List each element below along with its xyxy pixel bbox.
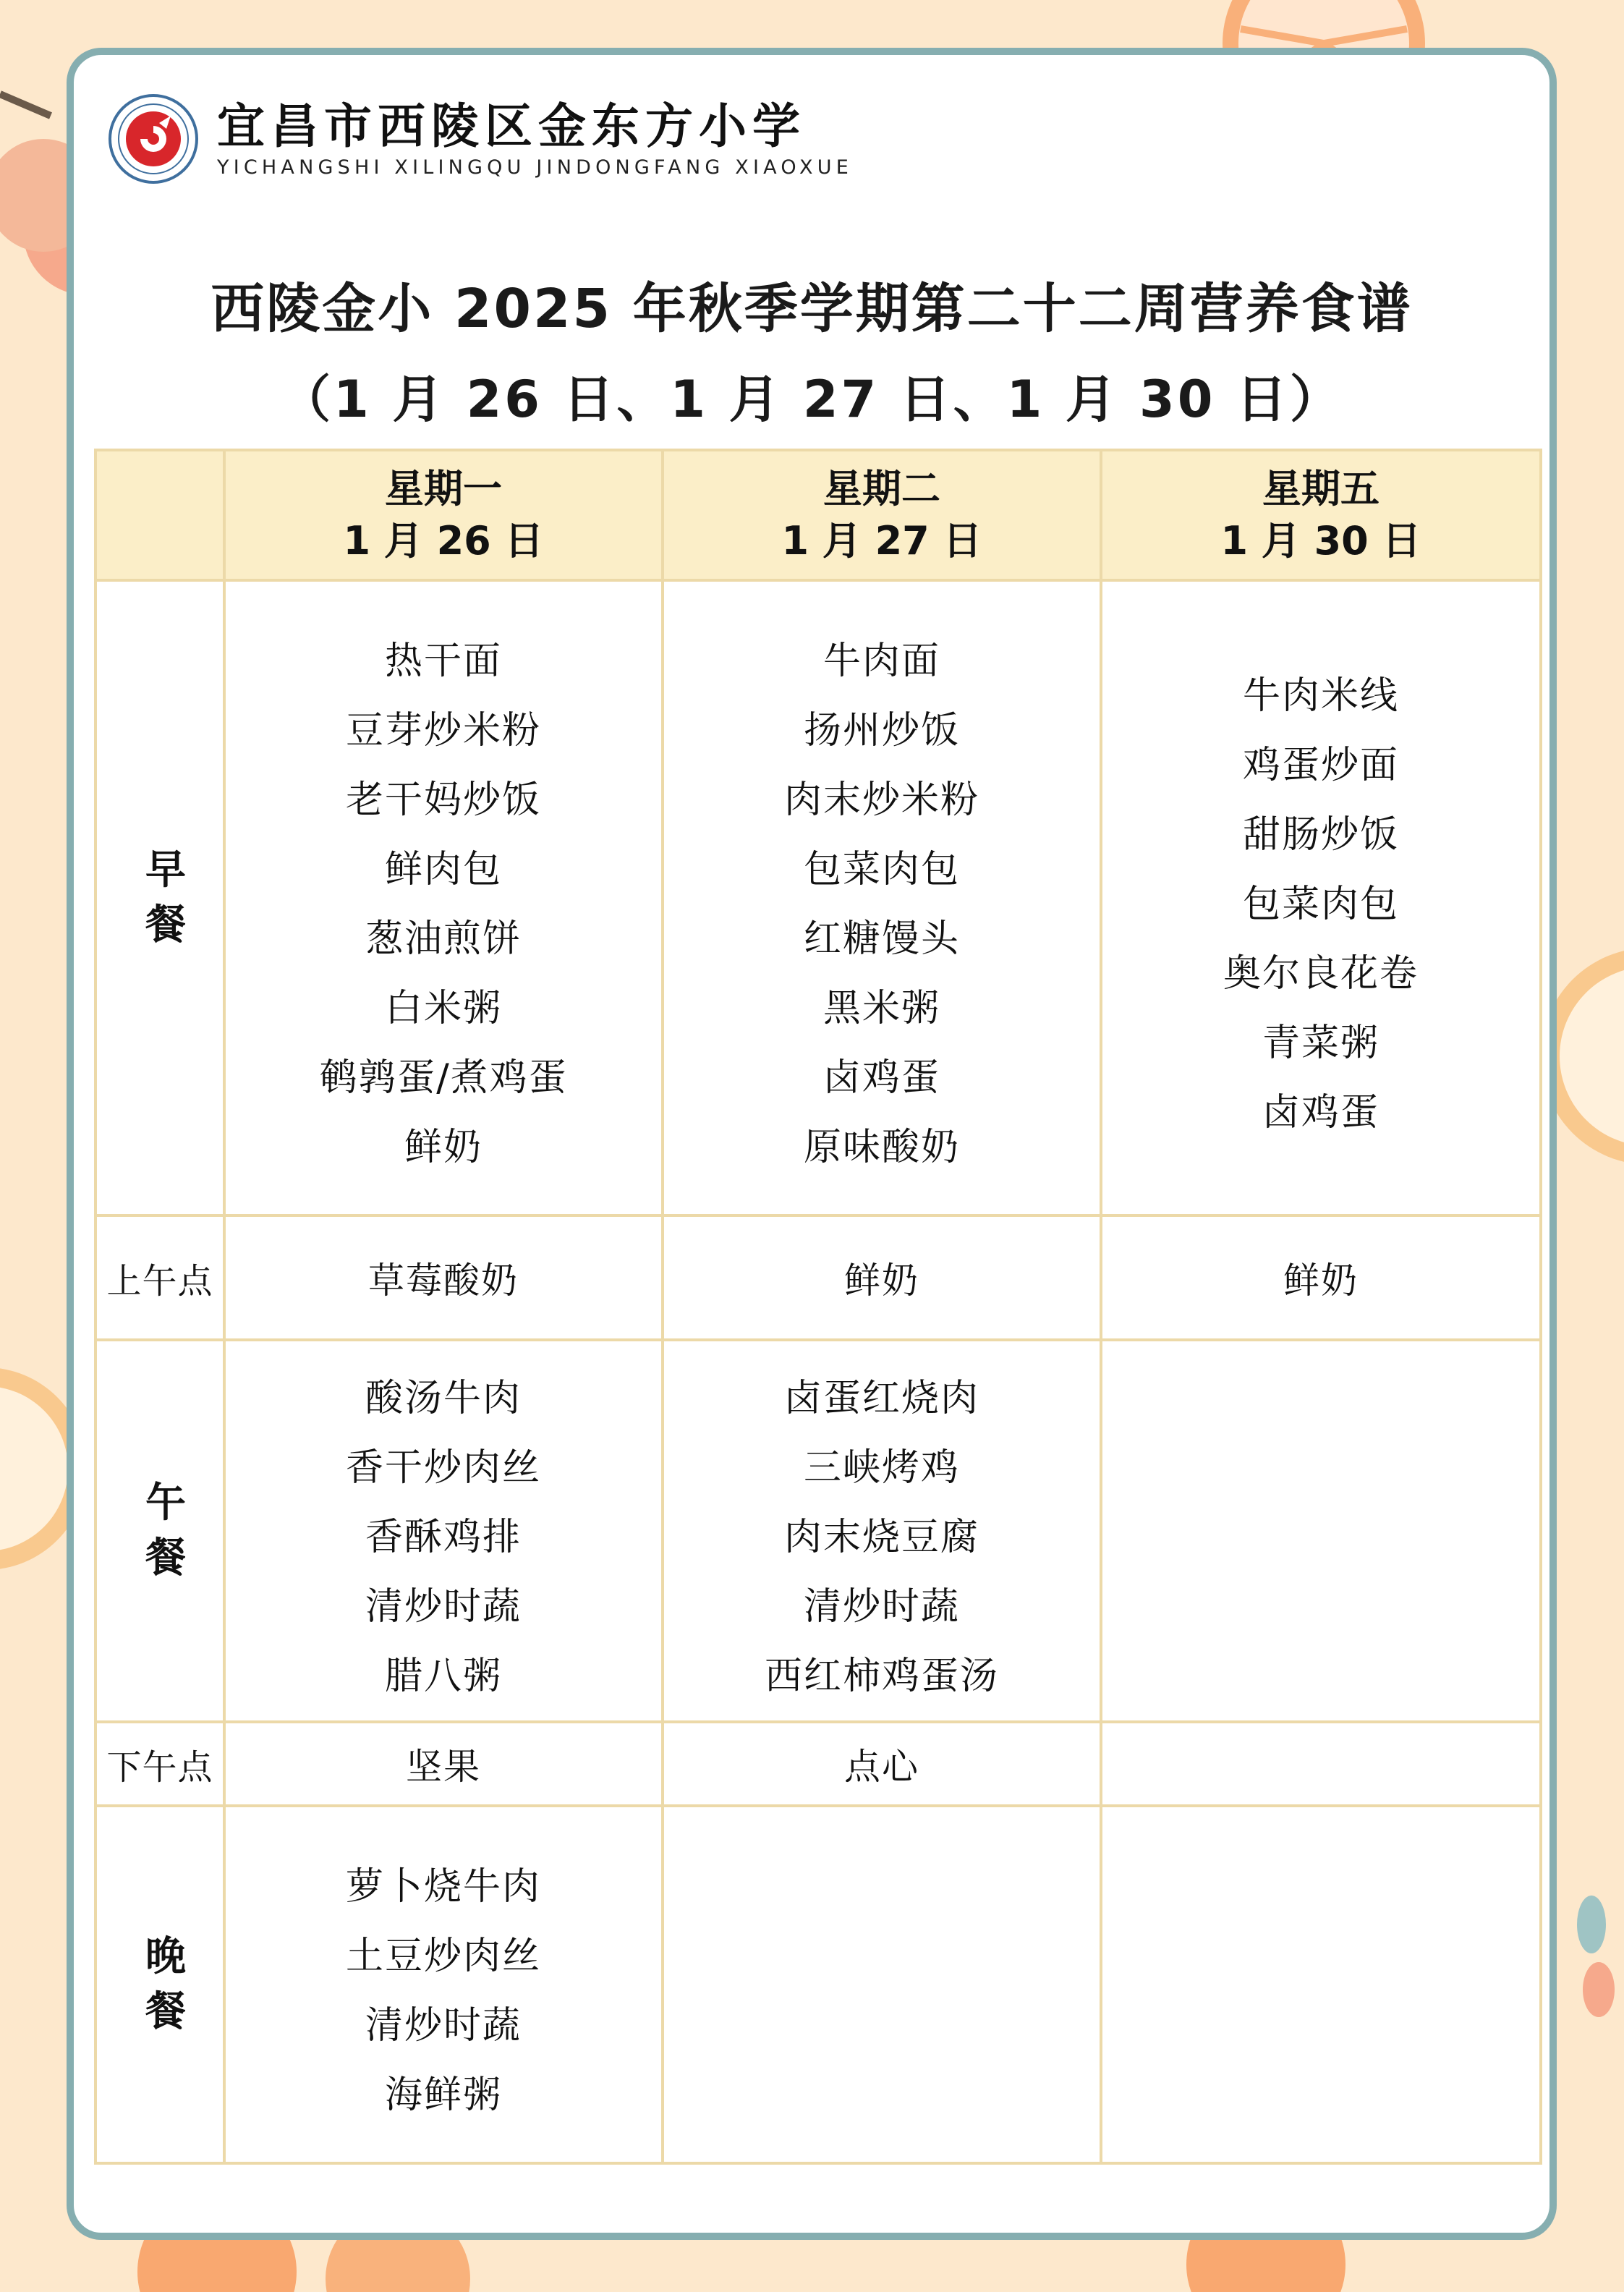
column-header xyxy=(224,450,663,580)
dish-item: 卤鸡蛋 xyxy=(822,1056,940,1100)
row-label: 上午点 xyxy=(95,1215,224,1340)
dish-item: 香干炒肉丝 xyxy=(345,1446,541,1490)
menu-title: 西陵金小 2025 年秋季学期第二十二周营养食谱 xyxy=(211,278,1413,340)
dish-item: 卤鸡蛋 xyxy=(1262,1091,1379,1134)
menu-cell: 鲜奶 xyxy=(1101,1215,1541,1340)
dish-item: 红糖馒头 xyxy=(803,917,960,961)
dish-item: 鲜肉包 xyxy=(384,848,502,891)
afternoon-snack-row xyxy=(95,1722,1541,1806)
dish-item: 甜肠炒饭 xyxy=(1242,813,1399,857)
menu-cell xyxy=(663,1806,1101,2163)
menu-dates: （1 月 26 日、1 月 27 日、1 月 30 日） xyxy=(280,370,1343,429)
row-label: 晚餐 xyxy=(95,1806,224,2163)
dish-item: 鹌鹑蛋/煮鸡蛋 xyxy=(319,1056,568,1100)
row-label: 下午点 xyxy=(95,1722,224,1806)
leaf-icon xyxy=(1563,1881,1624,2026)
dish-item: 鸡蛋炒面 xyxy=(1242,744,1399,787)
dish-item: 牛肉面 xyxy=(822,640,940,683)
dinner-row xyxy=(95,1806,1541,2163)
menu-cell xyxy=(224,1806,663,2163)
dish-item: 肉末炒米粉 xyxy=(783,778,979,822)
school-name: 宜昌市西陵区金东方小学 xyxy=(217,98,806,154)
menu-cell xyxy=(1101,1806,1541,2163)
menu-cell xyxy=(224,580,663,1215)
dish-item: 黑米粥 xyxy=(822,987,940,1030)
lunch-row xyxy=(95,1340,1541,1722)
dish-item: 清炒时蔬 xyxy=(365,1585,522,1629)
dish-item: 萝卜烧牛肉 xyxy=(345,1865,541,1909)
school-header xyxy=(109,94,853,184)
school-logo-icon xyxy=(109,94,198,184)
menu-cell xyxy=(224,1340,663,1722)
menu-cell xyxy=(1101,580,1541,1215)
menu-cell: 点心 xyxy=(663,1722,1101,1806)
dish-item: 三峡烤鸡 xyxy=(803,1446,960,1490)
dish-item: 葱油煎饼 xyxy=(365,917,522,961)
header-corner xyxy=(95,450,224,580)
menu-cell: 鲜奶 xyxy=(663,1215,1101,1340)
date: 1 月 27 日 xyxy=(781,518,982,564)
dish-item: 包菜肉包 xyxy=(803,848,960,891)
dish-item: 豆芽炒米粉 xyxy=(345,709,541,752)
breakfast-row xyxy=(95,580,1541,1215)
menu-cell xyxy=(663,580,1101,1215)
dish-item: 扬州炒饭 xyxy=(803,709,960,752)
header-row xyxy=(95,450,1541,580)
date: 1 月 26 日 xyxy=(343,518,544,564)
row-label: 早餐 xyxy=(95,580,224,1215)
menu-table xyxy=(94,449,1542,2165)
dish-item: 清炒时蔬 xyxy=(803,1585,960,1629)
menu-cell xyxy=(1101,1340,1541,1722)
dish-item: 海鲜粥 xyxy=(384,2074,502,2117)
dish-item: 卤蛋红烧肉 xyxy=(783,1377,979,1420)
menu-cell xyxy=(1101,1722,1541,1806)
dish-item: 西红柿鸡蛋汤 xyxy=(764,1655,999,1698)
dish-item: 腊八粥 xyxy=(384,1655,502,1698)
weekday: 星期二 xyxy=(823,466,940,512)
dish-item: 香酥鸡排 xyxy=(365,1516,522,1559)
dish-item: 酸汤牛肉 xyxy=(365,1377,522,1420)
dish-item: 白米粥 xyxy=(384,987,502,1030)
row-label: 午餐 xyxy=(95,1340,224,1722)
dish-item: 包菜肉包 xyxy=(1242,883,1399,926)
dish-item: 清炒时蔬 xyxy=(365,2004,522,2047)
column-header xyxy=(663,450,1101,580)
column-header xyxy=(1101,450,1541,580)
dish-item: 热干面 xyxy=(384,640,502,683)
menu-cell xyxy=(663,1340,1101,1722)
dish-item: 肉末烧豆腐 xyxy=(783,1516,979,1559)
dish-item: 青菜粥 xyxy=(1262,1022,1379,1065)
menu-cell: 坚果 xyxy=(224,1722,663,1806)
dish-item: 奥尔良花卷 xyxy=(1223,952,1419,996)
dish-item: 鲜奶 xyxy=(404,1126,482,1169)
weekday: 星期五 xyxy=(1262,466,1379,512)
dish-item: 老干妈炒饭 xyxy=(345,778,541,822)
menu-cell: 草莓酸奶 xyxy=(224,1215,663,1340)
morning-snack-row xyxy=(95,1215,1541,1340)
dish-item: 原味酸奶 xyxy=(803,1126,960,1169)
date: 1 月 30 日 xyxy=(1220,518,1421,564)
weekday: 星期一 xyxy=(385,466,502,512)
school-pinyin: YICHANGSHI XILINGQU JINDONGFANG XIAOXUE xyxy=(217,156,853,179)
dish-item: 土豆炒肉丝 xyxy=(345,1935,541,1978)
dish-item: 牛肉米线 xyxy=(1242,674,1399,718)
